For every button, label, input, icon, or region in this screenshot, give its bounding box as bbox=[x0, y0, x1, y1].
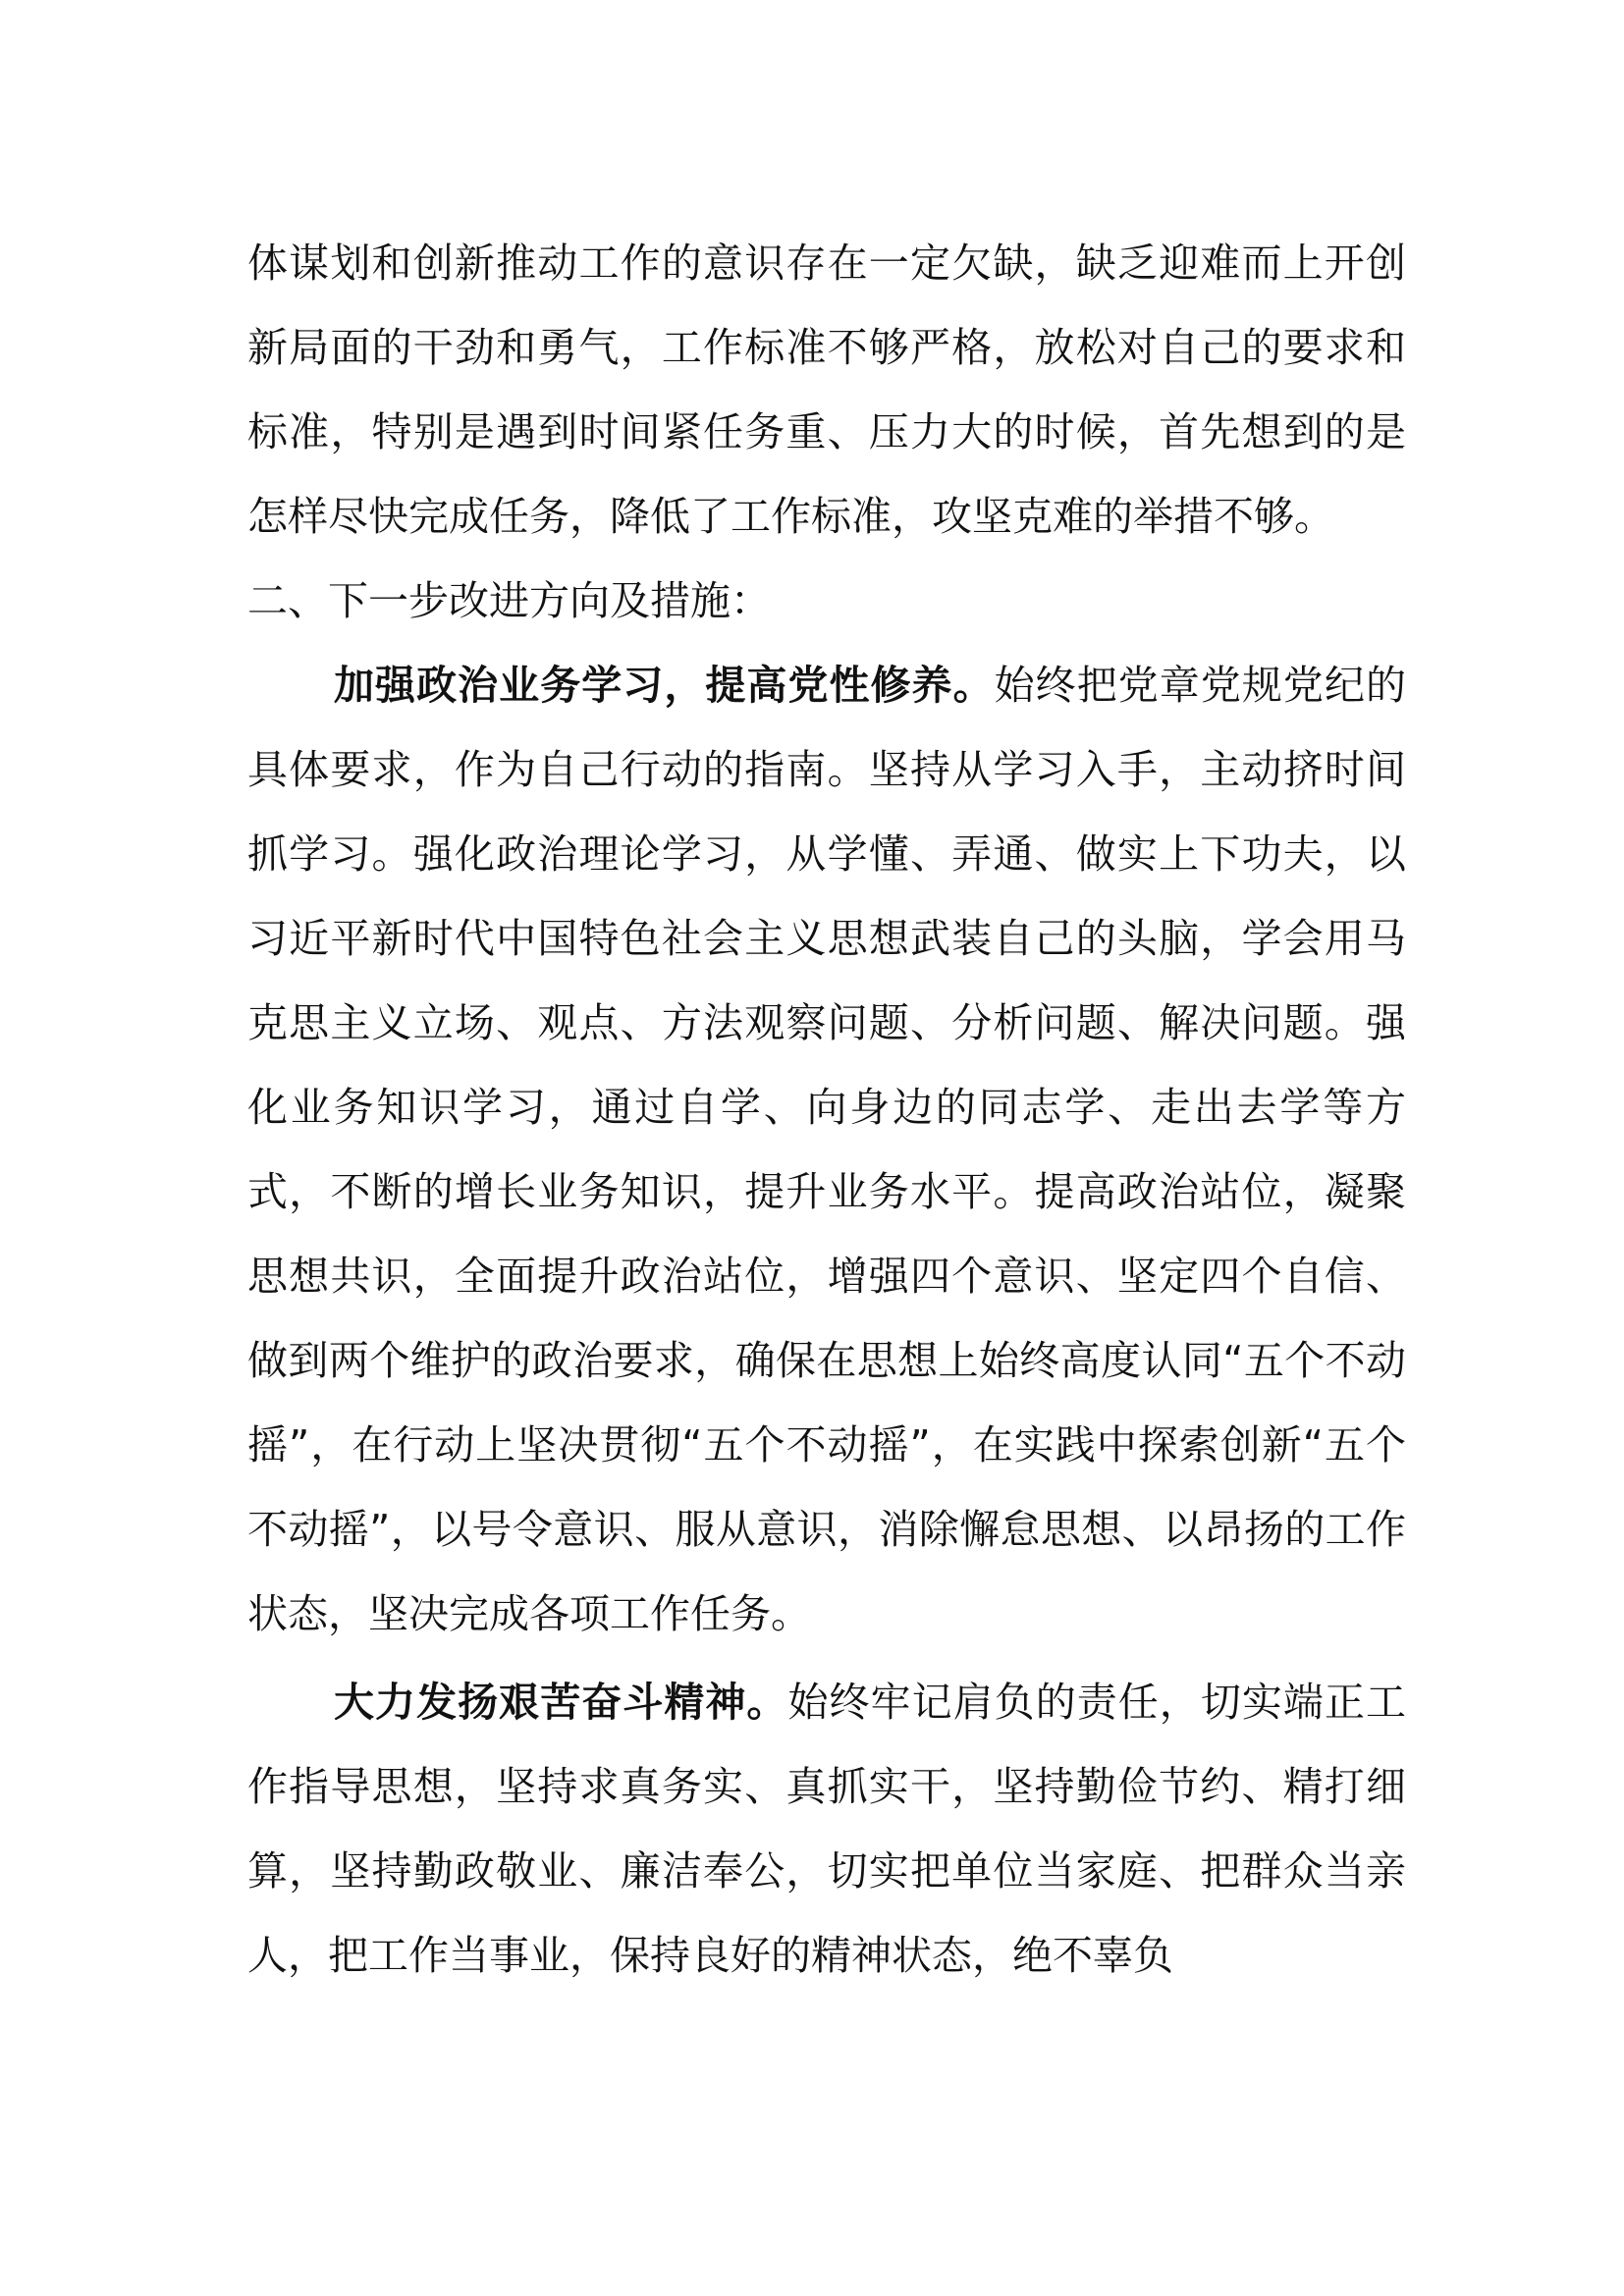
intro-paragraph: 体谋划和创新推动工作的意识存在一定欠缺，缺乏迎难而上开创新局面的干劲和勇气，工作标准不够严格，放松对自己的要求和标准，特别是遇到时间紧任务重、压力大的时候，首先想到的是怎样尽快完成任务，降低了工作标准，攻坚克难的举措不够。 bbox=[247, 240, 1406, 540]
paragraph-lead-hard-work: 大力发扬艰苦奋斗精神。 bbox=[334, 1679, 788, 1726]
paragraph-lead-political-study: 加强政治业务学习，提高党性修养。 bbox=[334, 662, 995, 709]
document-body bbox=[247, 221, 1406, 1998]
section-heading: 二、下一步改进方向及措施： bbox=[247, 577, 771, 624]
paragraph-body-hard-work: 始终牢记肩负的责任，切实端正工作指导思想，坚持求真务实、真抓实干，坚持勤俭节约、精打细算，坚持勤政敬业、廉洁奉公，切实把单位当家庭、把群众当亲人，把工作当事业，保持良好的精神状态，绝不辜负 bbox=[247, 1679, 1407, 1979]
paragraph-political-study bbox=[247, 643, 1406, 1656]
paragraph-body-political-study: 始终把党章党规党纪的具体要求，作为自己行动的指南。坚持从学习入手，主动挤时间抓学习。强化政治理论学习，从学懂、弄通、做实上下功夫，以习近平新时代中国特色社会主义思想武装自己的头脑，学会用马克思主义立场、观点、方法观察问题、分析问题、解决问题。强化业务知识学习，通过自学、向身边的同志学、走出去学等方式，不断的增长业务知识，提升业务水平。提高政治站位，凝聚思想共识，全面提升政治站位，增强四个意识、坚定四个自信、做到两个维护的政治要求，确保在思想上始终高度认同“五个不动摇”，在行动上坚决贯彻“五个不动摇”，在实践中探索创新“五个不动摇”，以号令意识、服从意识，消除懈怠思想、以昂扬的工作状态，坚决完成各项工作任务。 bbox=[247, 662, 1406, 1637]
paragraph-hard-work bbox=[247, 1660, 1406, 1998]
